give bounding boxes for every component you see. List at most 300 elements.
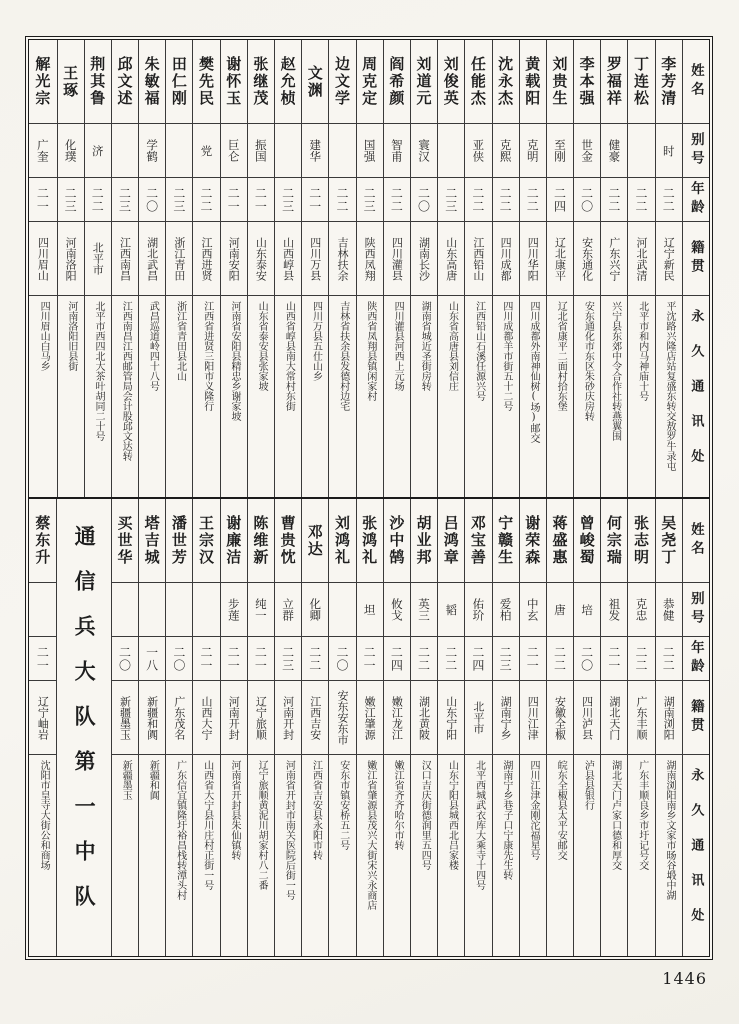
age-cell xyxy=(357,178,383,222)
native-cell xyxy=(601,681,627,755)
person-name: 蔡东升 xyxy=(33,515,52,566)
person-age: 二二 xyxy=(634,186,649,213)
alias-cell xyxy=(628,124,654,178)
address-cell xyxy=(547,755,573,956)
unit-divider-text: 通信兵大队第一中队 xyxy=(72,525,98,930)
alias-cell xyxy=(357,583,383,637)
person-name: 沙中鹄 xyxy=(387,515,406,566)
address-cell xyxy=(166,755,192,956)
alias-cell xyxy=(574,124,600,178)
age-cell xyxy=(302,637,328,681)
name-cell xyxy=(574,40,600,124)
person-name: 吴尧丁 xyxy=(659,515,678,566)
address-cell xyxy=(628,755,654,956)
name-cell xyxy=(357,499,383,583)
person-name: 樊先民 xyxy=(197,56,216,107)
person-address: 泸县县银行 xyxy=(582,760,594,810)
name-cell xyxy=(275,499,301,583)
person-address: 湖南省城近圣街房转 xyxy=(419,301,431,391)
person-age: 二二 xyxy=(606,186,621,213)
age-cell xyxy=(547,637,573,681)
name-cell xyxy=(411,499,437,583)
person-name: 李本强 xyxy=(577,56,596,107)
person-address: 安东通化市东区朱砂庆房转 xyxy=(582,301,594,421)
alias-cell xyxy=(275,124,301,178)
person-name: 王宗汉 xyxy=(197,515,216,566)
person-address: 安东市镇安桥五二号 xyxy=(337,760,349,850)
address-cell xyxy=(384,296,410,497)
person-alias: 化卿 xyxy=(308,598,323,621)
address-cell xyxy=(302,296,328,497)
address-cell xyxy=(29,296,56,497)
address-cell xyxy=(139,755,165,956)
alias-cell xyxy=(112,583,138,637)
name-cell xyxy=(628,40,654,124)
alias-cell xyxy=(384,583,410,637)
person-native: 四川万县 xyxy=(308,236,322,281)
person-native: 新疆墨玉 xyxy=(118,695,132,740)
person-alias: 培 xyxy=(580,603,595,616)
alias-cell xyxy=(221,124,247,178)
person-column xyxy=(573,499,600,956)
person-address: 沈阳市皇寺大街公和商场 xyxy=(38,760,50,870)
address-cell xyxy=(656,296,682,497)
native-cell xyxy=(248,681,274,755)
person-name: 文渊 xyxy=(305,64,324,99)
name-cell xyxy=(275,40,301,124)
alias-cell xyxy=(493,583,519,637)
person-name: 朱敏福 xyxy=(142,56,161,107)
age-cell xyxy=(601,178,627,222)
native-cell xyxy=(166,222,192,296)
header-age-cell xyxy=(683,178,709,222)
person-alias: 爱柏 xyxy=(498,598,513,621)
person-name: 邓达 xyxy=(305,523,324,558)
person-alias: 攸戈 xyxy=(389,598,404,621)
age-cell xyxy=(58,178,84,222)
person-native: 江西南昌 xyxy=(118,236,132,281)
person-native: 安东通化 xyxy=(580,236,594,281)
person-age: 二二 xyxy=(416,645,431,672)
person-name: 田仁刚 xyxy=(169,56,188,107)
name-cell xyxy=(85,40,111,124)
person-column xyxy=(192,499,219,956)
person-name: 邱文述 xyxy=(115,56,134,107)
person-age: 二一 xyxy=(226,186,241,213)
person-address: 嫩江省齐齐哈尔市转 xyxy=(392,760,404,850)
native-cell xyxy=(139,681,165,755)
name-cell xyxy=(29,499,56,583)
person-address: 四川灌县河西上元场 xyxy=(392,301,404,391)
person-address: 四川江津金刚沱福星号 xyxy=(528,760,540,860)
person-name: 荆其鲁 xyxy=(88,56,107,107)
address-cell xyxy=(601,755,627,956)
name-cell xyxy=(221,499,247,583)
address-cell xyxy=(465,755,491,956)
alias-cell xyxy=(465,124,491,178)
alias-cell xyxy=(29,583,56,637)
person-column xyxy=(138,499,165,956)
native-cell xyxy=(139,222,165,296)
address-cell xyxy=(248,755,274,956)
alias-cell xyxy=(601,124,627,178)
person-age: 二三 xyxy=(171,186,186,213)
age-cell xyxy=(384,637,410,681)
person-column xyxy=(437,40,464,497)
alias-cell xyxy=(329,583,355,637)
native-cell xyxy=(656,222,682,296)
person-column xyxy=(546,499,573,956)
header-address-cell xyxy=(683,296,709,497)
alias-cell xyxy=(166,583,192,637)
person-age: 二〇 xyxy=(416,186,431,213)
person-column xyxy=(220,499,247,956)
name-cell xyxy=(139,499,165,583)
person-native: 湖南宁乡 xyxy=(499,695,513,740)
address-cell xyxy=(275,296,301,497)
address-cell xyxy=(58,296,84,497)
person-alias: 健豪 xyxy=(607,139,622,162)
native-cell xyxy=(411,222,437,296)
person-name: 解光宗 xyxy=(33,56,52,107)
person-address: 北平市西四北大茶叶胡同二十号 xyxy=(93,301,105,441)
name-cell xyxy=(166,40,192,124)
alias-cell xyxy=(112,124,138,178)
native-cell xyxy=(411,681,437,755)
name-cell xyxy=(438,499,464,583)
person-address: 四川成都外南神仙树(场)邮交 xyxy=(528,301,540,443)
person-age: 二一 xyxy=(362,645,377,672)
person-native: 江西进贤 xyxy=(200,236,214,281)
name-cell xyxy=(248,40,274,124)
native-cell xyxy=(112,222,138,296)
person-native: 四川泸县 xyxy=(580,695,594,740)
person-age: 一八 xyxy=(144,645,159,672)
name-cell xyxy=(520,499,546,583)
person-name: 曾峻蜀 xyxy=(577,515,596,566)
address-cell xyxy=(112,755,138,956)
person-address: 吉林省扶余县发德村边宅 xyxy=(337,301,349,411)
person-name: 张鸿礼 xyxy=(360,515,379,566)
person-native: 四川眉山 xyxy=(36,236,50,281)
alias-cell xyxy=(85,124,111,178)
alias-cell xyxy=(248,583,274,637)
person-name: 张志明 xyxy=(632,515,651,566)
native-cell xyxy=(384,222,410,296)
name-cell xyxy=(248,499,274,583)
person-name: 刘鸿礼 xyxy=(332,515,351,566)
alias-cell xyxy=(302,583,328,637)
age-cell xyxy=(166,178,192,222)
person-address: 北平西城武衣库大乘寺十四号 xyxy=(473,760,485,890)
name-cell xyxy=(384,499,410,583)
person-age: 二〇 xyxy=(171,645,186,672)
person-age: 二二 xyxy=(470,186,485,213)
alias-cell xyxy=(58,124,84,178)
person-address: 武昌巡道岭四十八号 xyxy=(147,301,159,391)
age-cell xyxy=(302,178,328,222)
person-column xyxy=(274,499,301,956)
person-age: 二三 xyxy=(498,645,513,672)
alias-cell xyxy=(384,124,410,178)
person-native: 嫩江龙江 xyxy=(390,695,404,740)
alias-cell xyxy=(547,583,573,637)
person-address: 汉口吉庆街德润里五四号 xyxy=(419,760,431,870)
header-age-label: 年龄 xyxy=(687,181,704,218)
name-cell xyxy=(166,499,192,583)
person-alias: 时 xyxy=(661,144,676,157)
header-native-label: 籍贯 xyxy=(687,240,704,277)
name-cell xyxy=(58,40,84,124)
address-cell xyxy=(193,755,219,956)
person-age: 二一 xyxy=(35,645,50,672)
name-cell xyxy=(465,499,491,583)
person-name: 边文学 xyxy=(332,56,351,107)
unit-divider-column xyxy=(56,499,110,956)
person-name: 宁赣生 xyxy=(496,515,515,566)
person-alias: 巨仑 xyxy=(226,139,241,162)
native-cell xyxy=(58,222,84,296)
native-cell xyxy=(628,681,654,755)
name-cell xyxy=(139,40,165,124)
name-cell xyxy=(302,40,328,124)
person-column xyxy=(655,40,682,497)
address-cell xyxy=(112,296,138,497)
address-cell xyxy=(493,296,519,497)
person-address: 山东省高唐县刘信庄 xyxy=(446,301,458,391)
person-native: 湖北武昌 xyxy=(145,236,159,281)
person-age: 二〇 xyxy=(144,186,159,213)
person-column xyxy=(57,40,84,497)
person-address: 新疆墨玉 xyxy=(120,760,132,800)
age-cell xyxy=(329,178,355,222)
person-column xyxy=(138,40,165,497)
person-native: 浙江青田 xyxy=(172,236,186,281)
age-cell xyxy=(493,178,519,222)
person-native: 河南安阳 xyxy=(227,236,241,281)
alias-cell xyxy=(656,124,682,178)
person-column xyxy=(328,40,355,497)
person-name: 刘道元 xyxy=(414,56,433,107)
person-native: 广东茂名 xyxy=(172,695,186,740)
person-column xyxy=(274,40,301,497)
age-cell xyxy=(275,178,301,222)
person-native: 河南开封 xyxy=(281,695,295,740)
alias-cell xyxy=(547,124,573,178)
native-cell xyxy=(357,681,383,755)
address-cell xyxy=(438,755,464,956)
native-cell xyxy=(520,681,546,755)
native-cell xyxy=(438,222,464,296)
age-cell xyxy=(628,178,654,222)
header-address-label: 永久通讯处 xyxy=(688,768,704,943)
native-cell xyxy=(275,681,301,755)
person-alias: 国强 xyxy=(362,139,377,162)
address-cell xyxy=(465,296,491,497)
name-cell xyxy=(384,40,410,124)
person-address: 江西省吉安县永阳市转 xyxy=(310,760,322,860)
person-native: 湖北天门 xyxy=(607,695,621,740)
age-cell xyxy=(248,178,274,222)
native-cell xyxy=(547,681,573,755)
table-top xyxy=(29,40,709,499)
person-name: 赵允桢 xyxy=(278,56,297,107)
person-column xyxy=(600,40,627,497)
native-cell xyxy=(628,222,654,296)
person-alias: 振国 xyxy=(253,139,268,162)
age-cell xyxy=(329,637,355,681)
person-address: 辽宁旅顺黄泥川胡家村八二番 xyxy=(256,760,268,890)
person-alias: 克明 xyxy=(525,139,540,162)
person-age: 二一 xyxy=(307,186,322,213)
person-column xyxy=(627,499,654,956)
person-age: 二二 xyxy=(525,186,540,213)
person-age: 二二 xyxy=(307,645,322,672)
person-native: 山西大宁 xyxy=(200,695,214,740)
person-address: 河南省开封县朱仙镇转 xyxy=(228,760,240,860)
person-native: 四川成都 xyxy=(499,236,513,281)
name-cell xyxy=(547,499,573,583)
person-address: 平沈路兴隆店站复盛东转交敖罗牛录屯 xyxy=(663,301,675,471)
person-native: 湖北黄陂 xyxy=(417,695,431,740)
person-alias: 学鹤 xyxy=(145,139,160,162)
person-column xyxy=(383,499,410,956)
alias-cell xyxy=(29,124,56,178)
name-cell xyxy=(628,499,654,583)
address-cell xyxy=(520,755,546,956)
alias-cell xyxy=(520,583,546,637)
alias-cell xyxy=(329,124,355,178)
native-cell xyxy=(29,222,56,296)
person-column xyxy=(301,40,328,497)
person-column xyxy=(492,40,519,497)
age-cell xyxy=(29,637,56,681)
person-name: 刘俊英 xyxy=(441,56,460,107)
person-age: 二二 xyxy=(90,186,105,213)
person-age: 二二 xyxy=(634,645,649,672)
person-alias: 坦 xyxy=(362,603,377,616)
address-cell xyxy=(411,296,437,497)
person-age: 二三 xyxy=(443,186,458,213)
name-cell xyxy=(193,40,219,124)
name-cell xyxy=(465,40,491,124)
alias-cell xyxy=(357,124,383,178)
native-cell xyxy=(221,681,247,755)
person-alias: 智甫 xyxy=(389,139,404,162)
person-column xyxy=(192,40,219,497)
person-column xyxy=(600,499,627,956)
person-name: 曹贵忱 xyxy=(278,515,297,566)
person-column xyxy=(492,499,519,956)
person-age: 二一 xyxy=(253,645,268,672)
name-cell xyxy=(329,40,355,124)
person-column xyxy=(410,499,437,956)
page-number: 1446 xyxy=(662,969,707,988)
age-cell xyxy=(465,637,491,681)
name-cell xyxy=(112,499,138,583)
header-native-label: 籍贯 xyxy=(687,699,704,736)
person-native: 辽宁新民 xyxy=(662,236,676,281)
person-native: 江西铅山 xyxy=(471,236,485,281)
address-cell xyxy=(411,755,437,956)
age-cell xyxy=(275,637,301,681)
alias-cell xyxy=(193,583,219,637)
person-age: 二三 xyxy=(362,186,377,213)
alias-cell xyxy=(221,583,247,637)
person-native: 辽宁岫岩 xyxy=(36,695,50,740)
person-native: 嫩江肇源 xyxy=(363,695,377,740)
person-age: 二二 xyxy=(334,186,349,213)
native-cell xyxy=(357,222,383,296)
person-address: 山东宁阳县城西北吕家楼 xyxy=(446,760,458,870)
address-cell xyxy=(601,296,627,497)
person-address: 新疆和阗 xyxy=(147,760,159,800)
person-native: 山东高唐 xyxy=(444,236,458,281)
person-alias: 唐 xyxy=(552,603,567,616)
native-cell xyxy=(302,222,328,296)
native-cell xyxy=(384,681,410,755)
person-age: 二〇 xyxy=(334,645,349,672)
address-cell xyxy=(656,755,682,956)
address-cell xyxy=(574,296,600,497)
person-age: 二二 xyxy=(443,645,458,672)
native-cell xyxy=(493,222,519,296)
address-cell xyxy=(193,296,219,497)
person-name: 吕鸿章 xyxy=(441,515,460,566)
person-address: 四川成都羊市街五十二号 xyxy=(500,301,512,411)
header-alias-cell xyxy=(683,124,709,178)
native-cell xyxy=(302,681,328,755)
person-column xyxy=(356,40,383,497)
person-address: 四川万县五仕山乡 xyxy=(310,301,322,381)
header-native-cell xyxy=(683,681,709,755)
person-address: 山西省大宁县川庄村正街一号 xyxy=(201,760,213,890)
address-cell xyxy=(248,296,274,497)
name-cell xyxy=(357,40,383,124)
person-name: 任能杰 xyxy=(468,56,487,107)
person-native: 四川华阳 xyxy=(526,236,540,281)
person-name: 潘世芳 xyxy=(169,515,188,566)
person-alias: 党 xyxy=(199,144,214,157)
person-native: 吉林扶余 xyxy=(335,236,349,281)
native-cell xyxy=(85,222,111,296)
person-age: 二三 xyxy=(63,186,78,213)
age-cell xyxy=(139,637,165,681)
person-name: 塔吉城 xyxy=(142,515,161,566)
age-cell xyxy=(112,637,138,681)
address-cell xyxy=(357,755,383,956)
name-cell xyxy=(520,40,546,124)
person-address: 湖南浏阳南乡文家市旸谷塅中湖 xyxy=(663,760,675,900)
person-native: 四川江津 xyxy=(526,695,540,740)
person-address: 嫩江省肇源县茂兴大街宋兴永商店 xyxy=(364,760,376,910)
name-cell xyxy=(601,40,627,124)
alias-cell xyxy=(465,583,491,637)
person-name: 陈维新 xyxy=(251,515,270,566)
person-column xyxy=(464,499,491,956)
name-cell xyxy=(411,40,437,124)
person-address: 广东丰顺良乡市圩记号交 xyxy=(636,760,648,870)
name-cell xyxy=(493,40,519,124)
native-cell xyxy=(248,222,274,296)
age-cell xyxy=(85,178,111,222)
person-column xyxy=(165,499,192,956)
native-cell xyxy=(601,222,627,296)
person-age: 二一 xyxy=(253,186,268,213)
person-alias: 英三 xyxy=(417,598,432,621)
person-name: 李芳清 xyxy=(659,56,678,107)
person-name: 张继茂 xyxy=(251,56,270,107)
